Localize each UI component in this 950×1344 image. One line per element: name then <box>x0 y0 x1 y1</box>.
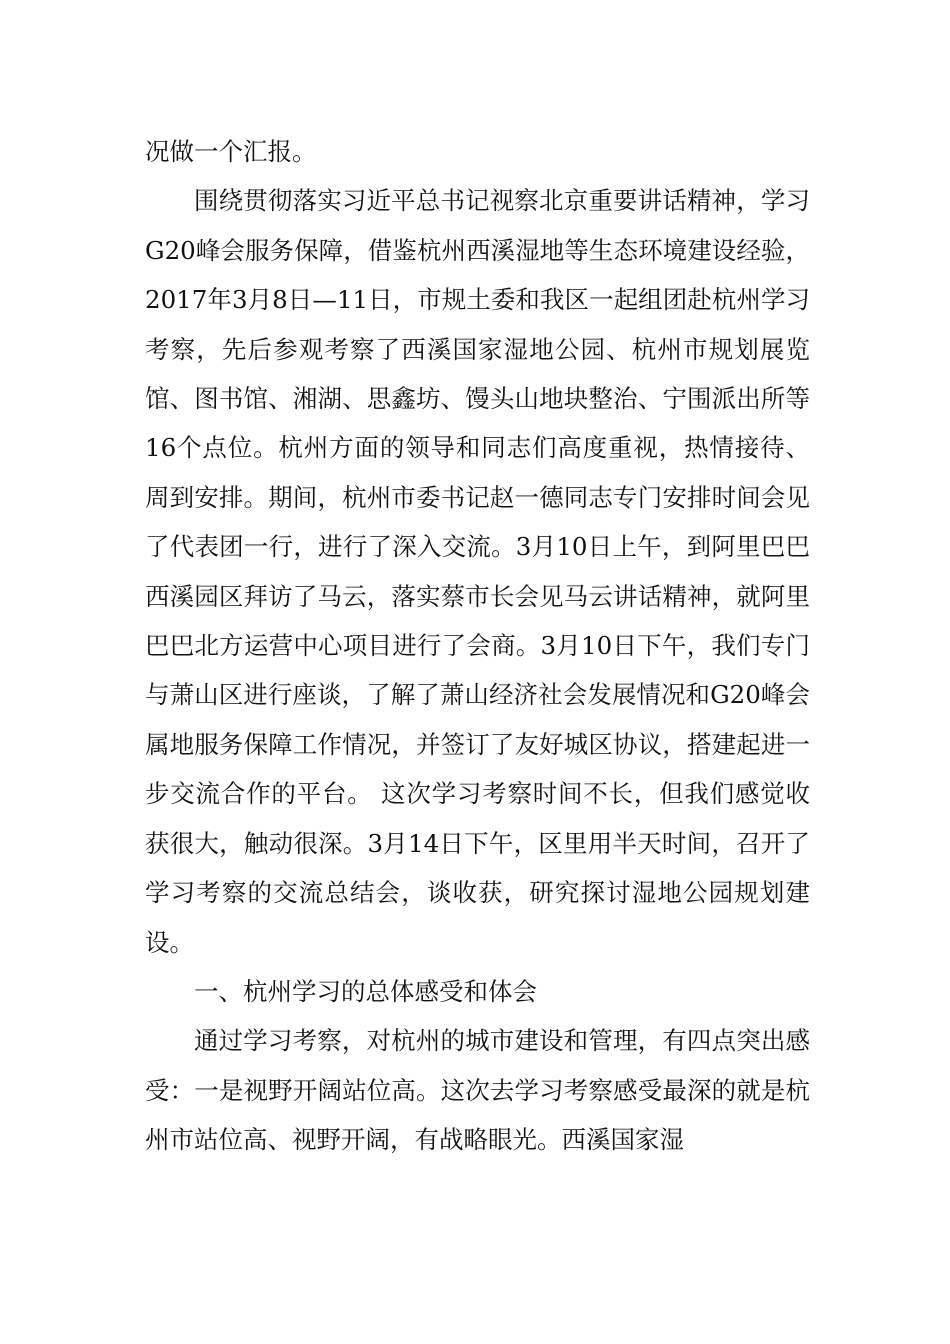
section-heading: 一、杭州学习的总体感受和体会 <box>194 976 537 1006</box>
paragraph-continuation: 况做一个汇报。 <box>145 137 317 166</box>
document-body <box>145 127 810 1165</box>
paragraph-study-trip: 围绕贯彻落实习近平总书记视察北京重要讲话精神，学习G20峰会服务保障，借鉴杭州西溪湿地等生态环境建设经验，2017年3月8日—11日，市规土委和我区一起组团赴杭州学习考察，先后参观考察了西溪国家湿地公园、杭州市规划展览馆、图书馆、湘湖、思鑫坊、馒头山地块整治、宁围派出所等16个点位。杭州方面的领导和同志们高度重视，热情接待、周到安排。期间，杭州市委书记赵一德同志专门安排时间会见了代表团一行，进行了深入交流。3月10日上午，到阿里巴巴西溪园区拜访了马云，落实蔡市长会见马云讲话精神，就阿里巴巴北方运营中心项目进行了会商。3月10日下午，我们专门与萧山区进行座谈，了解了萧山经济社会发展情况和G20峰会属地服务保障工作情况，并签订了友好城区协议，搭建起进一步交流合作的平台。 这次学习考察时间不长，但我们感觉收获很大，触动很深。3月14日下午，区里用半天时间，召开了学习考察的交流总结会，谈收获，研究探讨湿地公园规划建设。 <box>145 186 810 957</box>
paragraph-impressions: 通过学习考察，对杭州的城市建设和管理，有四点突出感受：一是视野开阔站位高。这次去学习考察感受最深的就是杭州市站位高、视野开阔，有战略眼光。西溪国家湿 <box>145 1026 810 1155</box>
